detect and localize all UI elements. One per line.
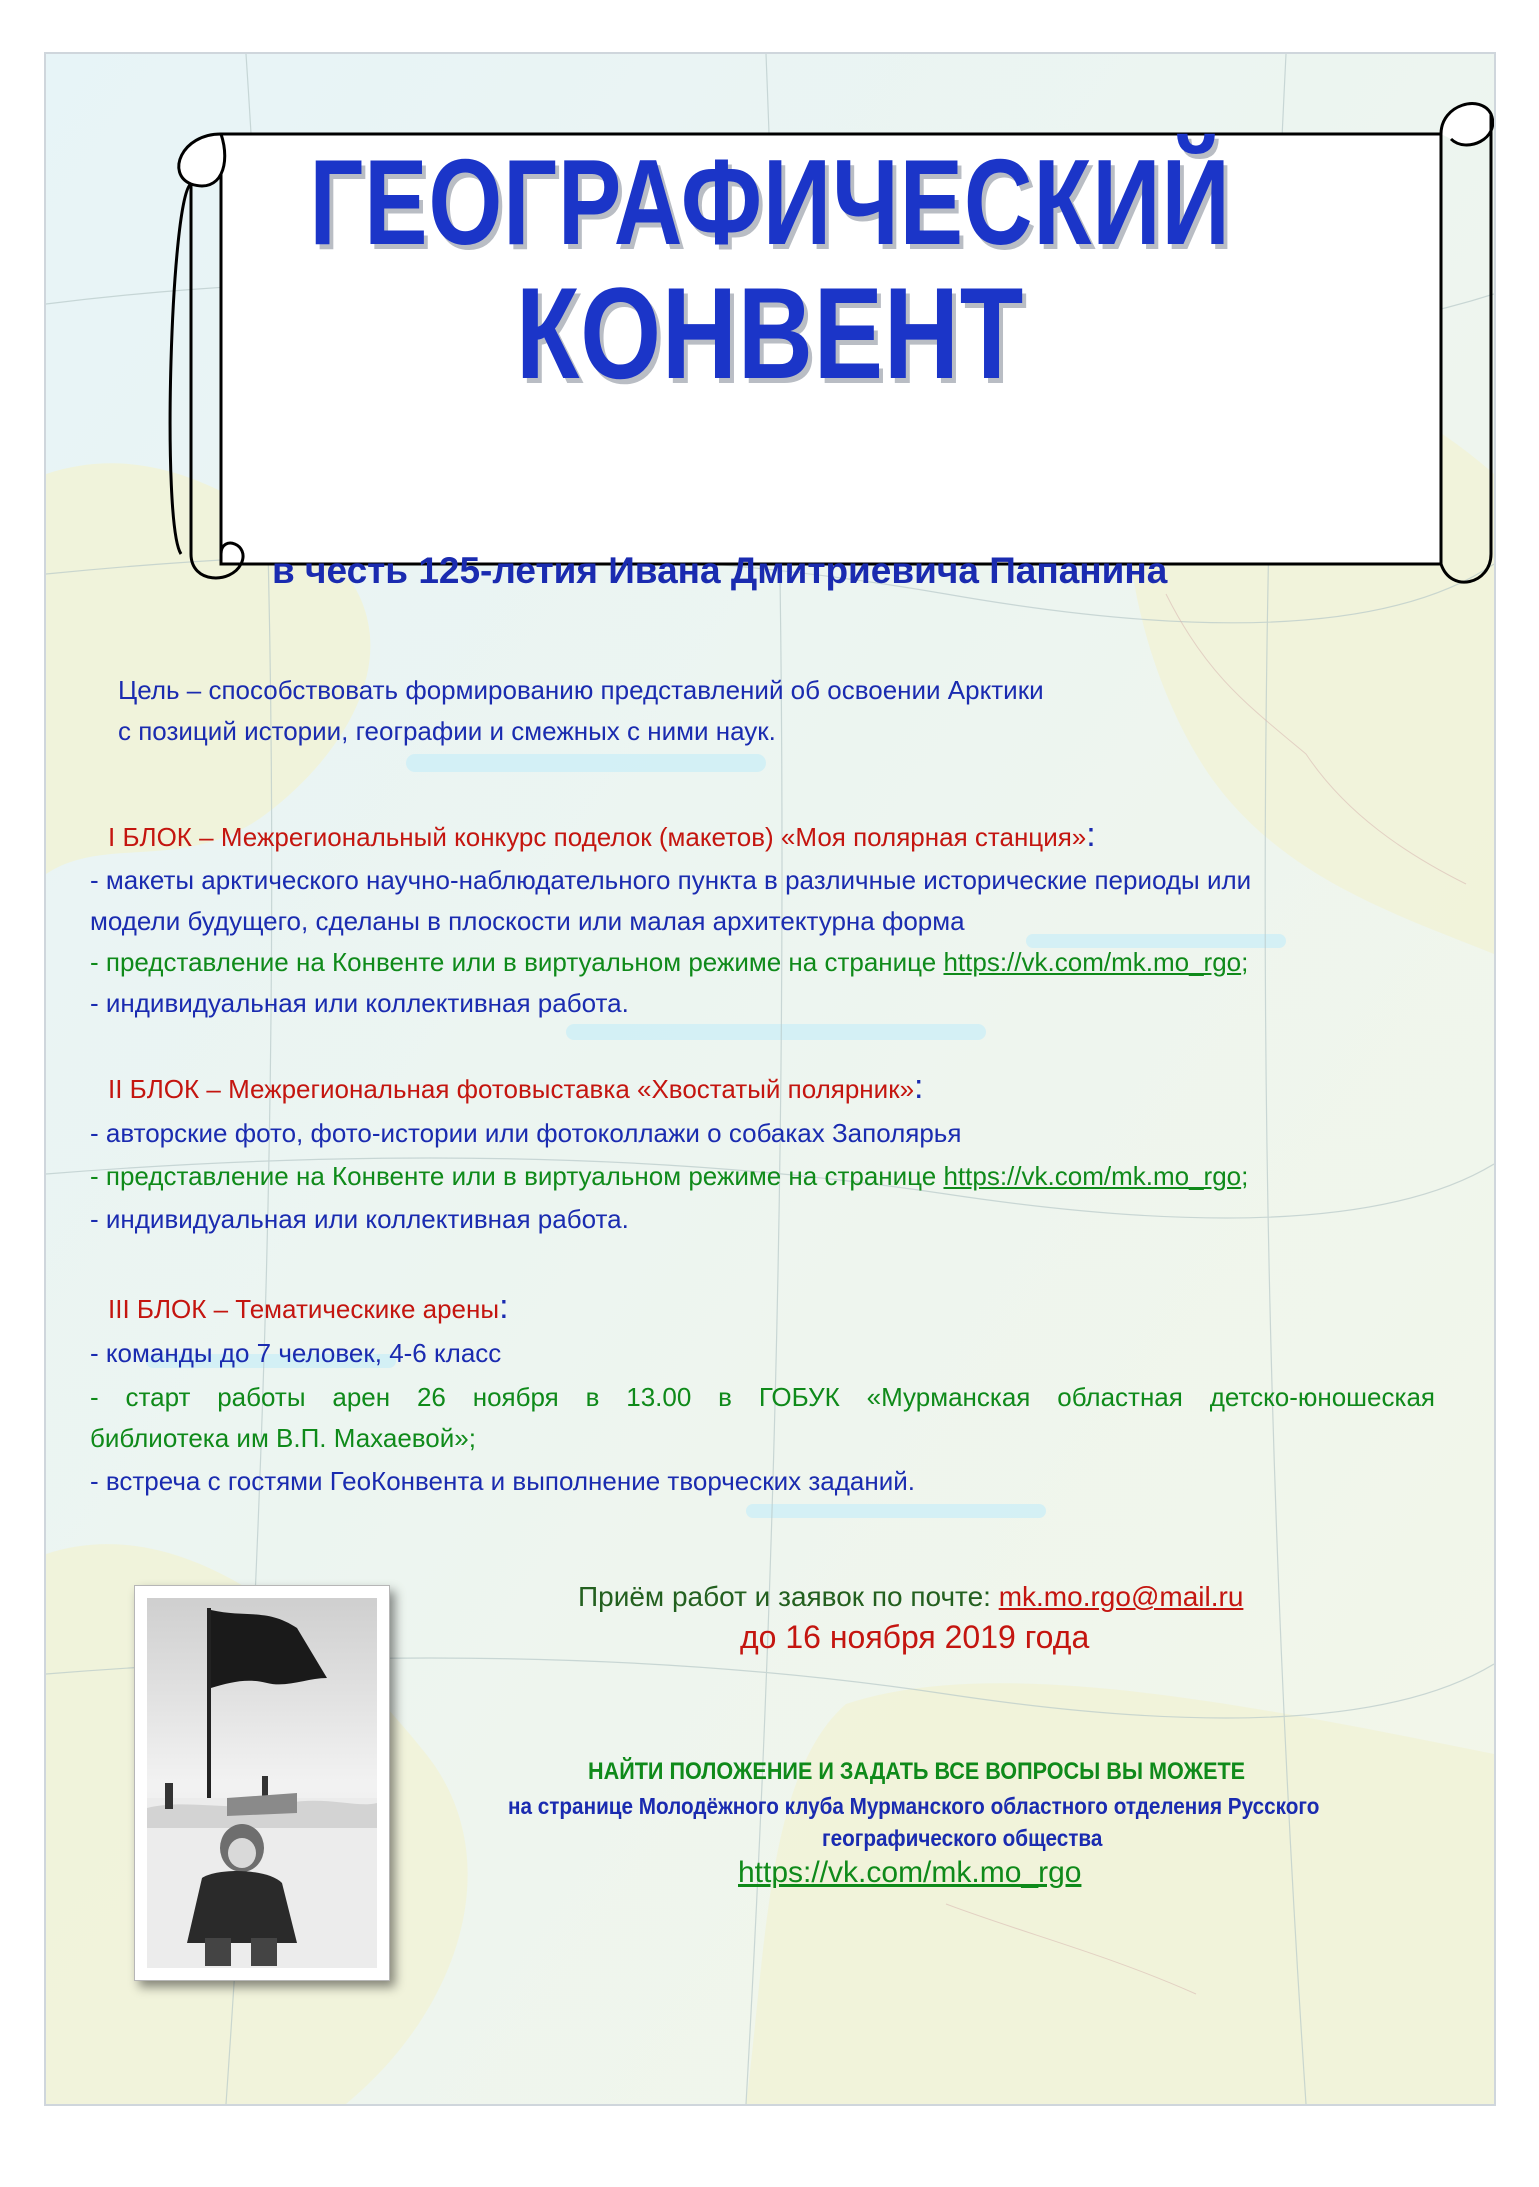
- subtitle: в честь 125-летия Ивана Дмитриевича Папанина: [272, 550, 1168, 591]
- block1-item1-line2: модели будущего, сделаны в плоскости или малая архитектурна форма: [90, 906, 965, 936]
- block3-heading-colon: :: [499, 1288, 509, 1326]
- block1-item2-text: - представление на Конвенте или в виртуальном режиме на странице: [90, 947, 944, 977]
- block1-item2-semicolon: ;: [1241, 947, 1249, 977]
- block2-item2-semicolon: ;: [1241, 1161, 1249, 1191]
- submission-label: Приём работ и заявок по почте:: [578, 1581, 999, 1612]
- title-line-1: ГЕОГРАФИЧЕСКИЙ: [309, 134, 1231, 270]
- block3-item2-line1: - старт работы арен 26 ноября в 13.00 в ГОБУК «Мурманская областная детско-юношеская: [90, 1382, 1435, 1412]
- papanin-photo-frame: [134, 1585, 390, 1981]
- block2-item2: [90, 1156, 1248, 1197]
- block3-heading: [108, 1287, 509, 1330]
- block1-heading: [108, 815, 1096, 858]
- papanin-photo: [147, 1598, 377, 1968]
- block2-item3: - индивидуальная или коллективная работа.: [90, 1204, 629, 1234]
- block1-heading-colon: :: [1086, 816, 1096, 854]
- submission-line: [578, 1576, 1243, 1617]
- block2-vk-link[interactable]: https://vk.com/mk.mo_rgo: [943, 1161, 1242, 1191]
- footer-heading: НАЙТИ ПОЛОЖЕНИЕ И ЗАДАТЬ ВСЕ ВОПРОСЫ ВЫ МОЖЕТЕ: [588, 1758, 1246, 1785]
- block1-item1-line1: - макеты арктического научно-наблюдательного пункта в различные исторические периоды или: [90, 865, 1252, 895]
- footer-line-2: географического общества: [822, 1825, 1103, 1851]
- block3-heading-text: III БЛОК – Тематическике арены: [108, 1294, 500, 1324]
- submission-email-link[interactable]: mk.mo.rgo@mail.ru: [998, 1581, 1244, 1612]
- block2-item2-text: - представление на Конвенте или в виртуальном режиме на странице: [90, 1161, 944, 1191]
- block2-heading: [108, 1067, 923, 1110]
- block2-heading-text: II БЛОК – Межрегиональная фотовыставка «Хвостатый полярник»: [108, 1074, 915, 1104]
- block2-heading-colon: :: [914, 1068, 924, 1106]
- block1-item3: - индивидуальная или коллективная работа.: [90, 988, 629, 1018]
- block3-item1: - команды до 7 человек, 4-6 класс: [90, 1338, 502, 1368]
- block2-item1: - авторские фото, фото-истории или фотоколлажи о собаках Заполярья: [90, 1118, 962, 1148]
- footer-line-1: на странице Молодёжного клуба Мурманского областного отделения Русского: [508, 1793, 1320, 1819]
- goal-line-1: Цель – способствовать формированию представлений об освоении Арктики: [118, 675, 1044, 705]
- goal-line-2: с позиций истории, географии и смежных с ними наук.: [118, 716, 776, 746]
- block1-heading-text: I БЛОК – Межрегиональный конкурс поделок (макетов) «Моя полярная станция»: [108, 822, 1087, 852]
- block1-vk-link[interactable]: https://vk.com/mk.mo_rgo: [943, 947, 1242, 977]
- footer-vk-link[interactable]: https://vk.com/mk.mo_rgo: [738, 1856, 1082, 1889]
- block1-item2: [90, 942, 1248, 983]
- submission-deadline: до 16 ноября 2019 года: [740, 1619, 1090, 1655]
- block3-item2-line2: библиотека им В.П. Махаевой»;: [90, 1423, 476, 1453]
- title-line-2: КОНВЕНТ: [515, 260, 1025, 406]
- block3-item3: - встреча с гостями ГеоКонвента и выполнение творческих заданий.: [90, 1466, 915, 1496]
